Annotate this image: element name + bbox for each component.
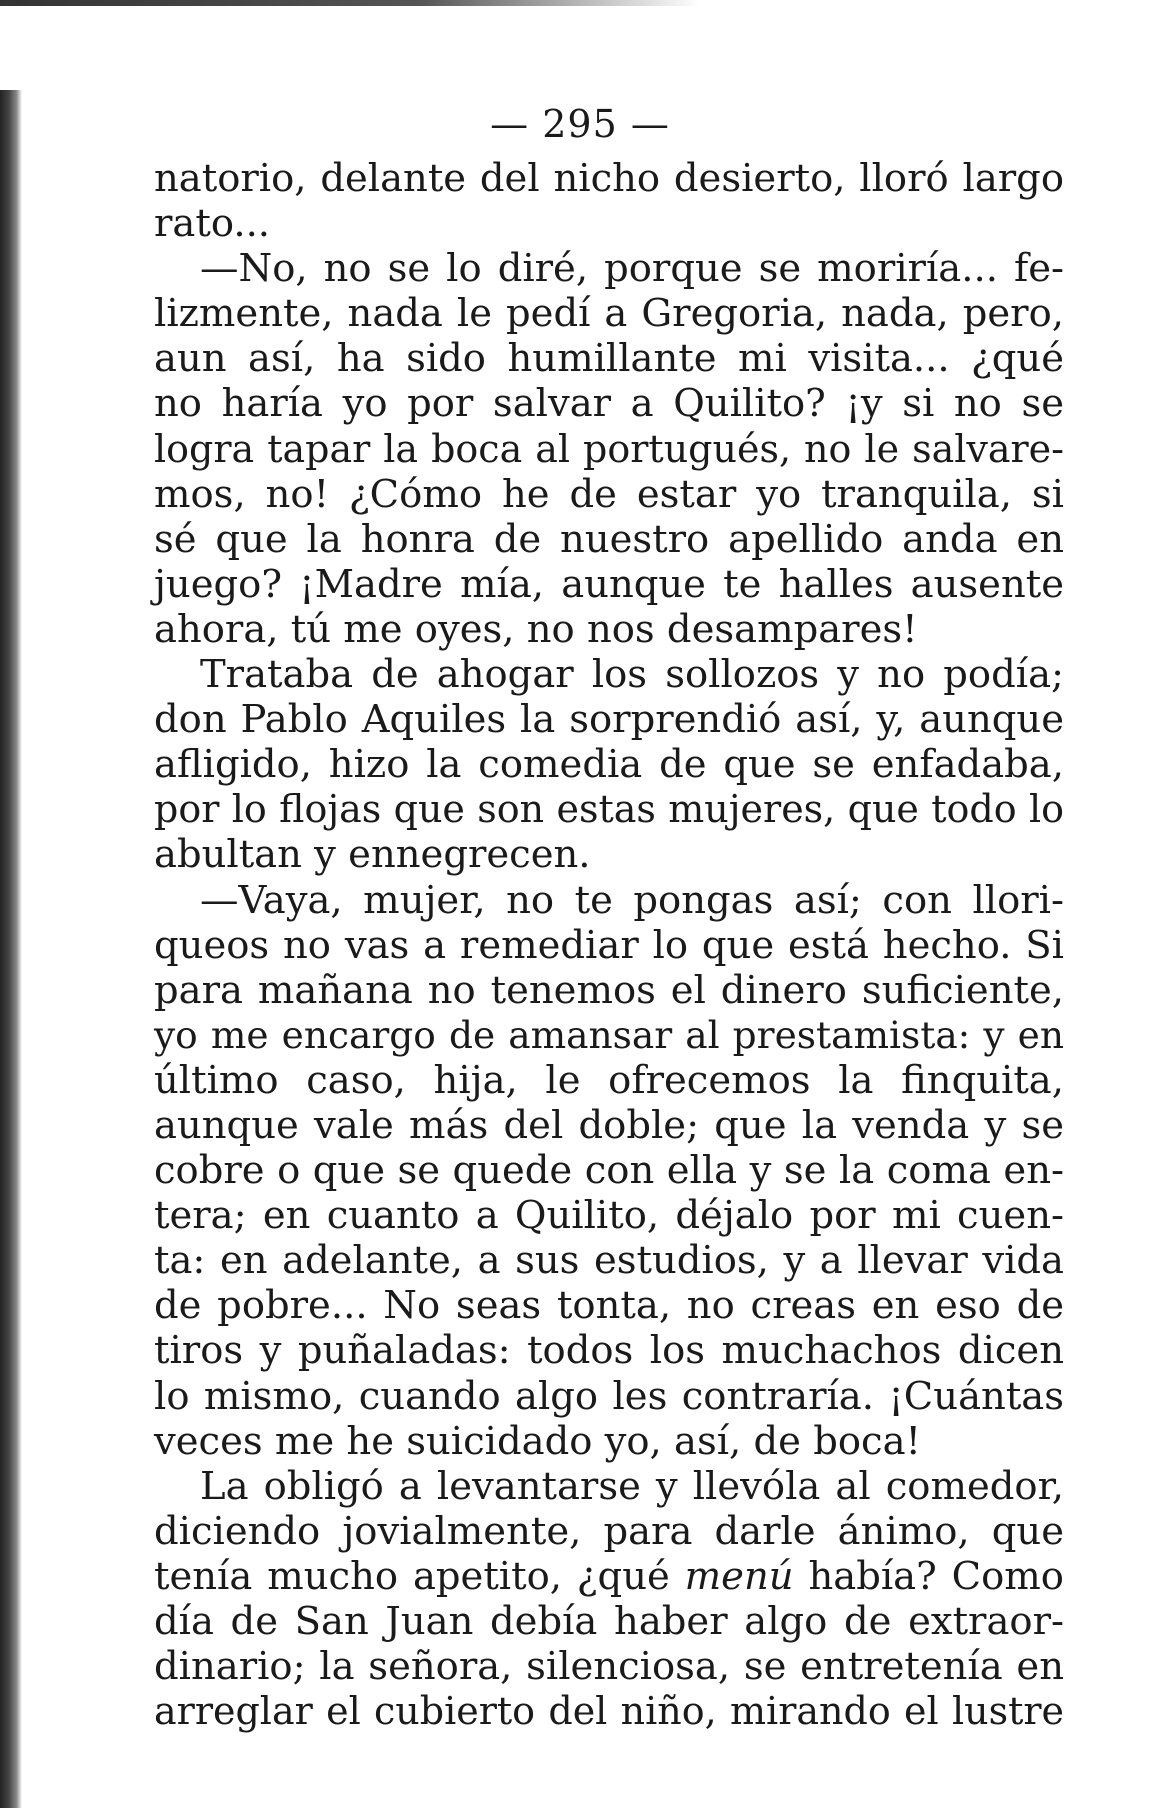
text-line: logra tapar la boca al portugués, no le salvare- [154, 426, 1064, 471]
text-line: ta: en adelante, a sus estudios, y a llevar vida [154, 1238, 1064, 1284]
text-line: diciendo jovialmente, para darle ánimo, que [154, 1508, 1064, 1554]
text-segment: tenía mucho apetito, ¿qué [154, 1553, 685, 1599]
text-line: rato... [154, 201, 271, 247]
text-line: juego? ¡Madre mía, aunque te halles ausente [154, 561, 1064, 607]
text-line: La obligó a levantarse y llevóla al comedor, [200, 1463, 1064, 1509]
book-binding-edge [0, 90, 22, 1808]
text-line: de pobre... No seas tonta, no creas en eso de [154, 1283, 1064, 1329]
text-line: natorio, delante del nicho desierto, lloró largo [154, 156, 1064, 201]
text-line: aunque vale más del doble; que la venda y se [154, 1102, 1064, 1148]
text-line: dinario; la señora, silenciosa, se entretenía en [154, 1644, 1064, 1690]
text-line: queos no vas a remediar lo que está hecho. Si [154, 922, 1064, 968]
text-line: mos, no! ¿Cómo he de estar yo tranquila, si [154, 471, 1064, 517]
text-line: por lo flojas que son estas mujeres, que todo lo [154, 787, 1064, 832]
text-line: sé que la honra de nuestro apellido anda en [154, 516, 1064, 562]
text-line: tera; en cuanto a Quilito, déjalo por mi cuen- [154, 1193, 1064, 1239]
text-line: don Pablo Aquiles la sorprendió así, y, aunque [154, 697, 1064, 743]
text-line: afligido, hizo la comedia de que se enfadaba, [154, 742, 1064, 788]
text-line: para mañana no tenemos el dinero suficiente, [154, 967, 1064, 1013]
text-line: tiros y puñaladas: todos los muchachos dicen [154, 1328, 1064, 1374]
italic-word: menú [684, 1553, 794, 1599]
text-line: —Vaya, mujer, no te pongas así; con llori- [200, 877, 1064, 923]
text-segment: había? Como [793, 1553, 1064, 1599]
text-line: día de San Juan debía haber algo de extraor- [154, 1599, 1064, 1644]
text-line: yo me encargo de amansar al prestamista: y en [154, 1012, 1064, 1057]
page-body-text [154, 156, 1064, 1734]
text-line: cobre o que se quede con ella y se la coma en- [154, 1148, 1064, 1194]
page-top-edge [0, 0, 700, 6]
text-line: ahora, tú me oyes, no nos desampares! [154, 606, 918, 652]
text-line: último caso, hija, le ofrecemos la finquita, [154, 1057, 1064, 1103]
text-line: lizmente, nada le pedí a Gregoria, nada, pero, [154, 291, 1064, 337]
text-line: no haría yo por salvar a Quilito? ¡y si no se [154, 381, 1064, 427]
page-number: — 295 — [490, 102, 670, 146]
text-line: —No, no se lo diré, porque se moriría... fe- [200, 246, 1064, 292]
text-line [154, 1554, 1064, 1599]
text-line: aun así, ha sido humillante mi visita... ¿qué [154, 336, 1064, 382]
text-line: Trataba de ahogar los sollozos y no podía; [200, 652, 1064, 698]
text-line: veces me he suicidado yo, así, de boca! [154, 1418, 922, 1464]
text-line: abultan y ennegrecen. [154, 832, 591, 878]
text-line: lo mismo, cuando algo les contraría. ¡Cuántas [154, 1373, 1064, 1419]
text-line: arreglar el cubierto del niño, mirando el lustre [154, 1689, 1064, 1734]
